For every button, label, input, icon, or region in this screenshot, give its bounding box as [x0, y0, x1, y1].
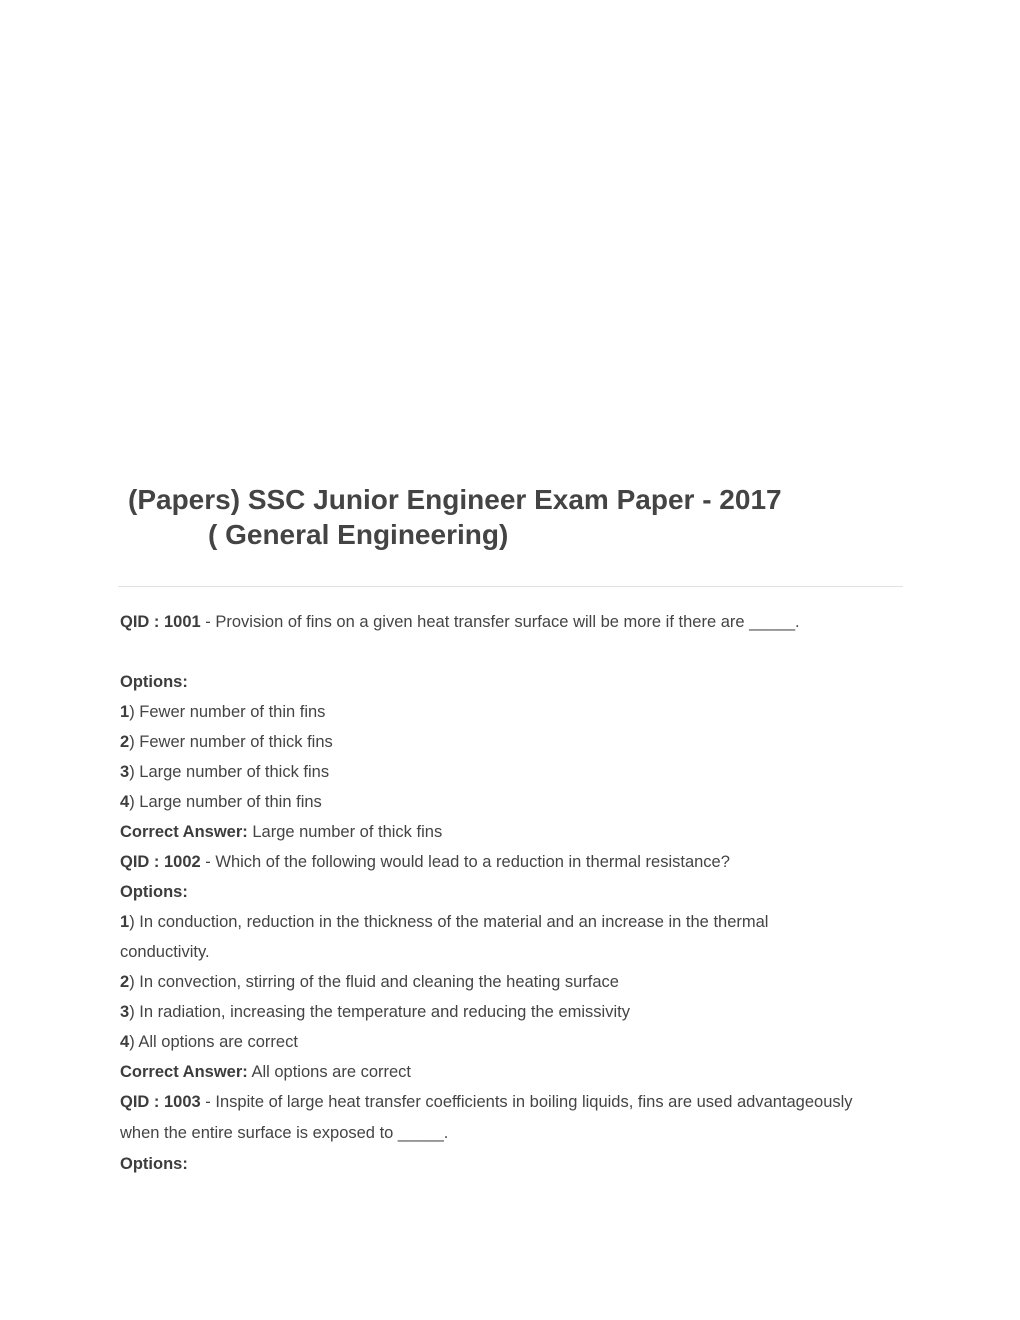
option: 1) In conduction, reduction in the thickness of the material and an increase in the thermal conductivity. — [120, 913, 769, 961]
qid: QID : 1001 — [120, 613, 201, 631]
option: 4) All options are correct — [120, 1033, 298, 1051]
question-1003 — [120, 1087, 855, 1149]
question-text: - Inspite of large heat transfer coefficients in boiling liquids, fins are used advantageously when the entire surface is exposed to _____. — [120, 1093, 853, 1142]
correct-answer: Correct Answer: All options are correct — [120, 1063, 412, 1081]
question-text: - Which of the following would lead to a reduction in thermal resistance? — [200, 853, 730, 871]
options-label: Options: — [120, 673, 188, 691]
options-label: Options: — [120, 1155, 188, 1173]
page-title — [0, 482, 1020, 552]
title-line-1: (Papers) SSC Junior Engineer Exam Paper - 2017 — [128, 484, 782, 515]
question-text: - Provision of fins on a given heat transfer surface will be more if there are _____. — [200, 613, 800, 631]
options-label: Options: — [120, 883, 188, 901]
qid: QID : 1003 — [120, 1093, 201, 1111]
option: 3) Large number of thick fins — [120, 763, 330, 781]
question-1002 — [120, 847, 855, 877]
qid: QID : 1002 — [120, 853, 201, 871]
option: 4) Large number of thin fins — [120, 793, 322, 811]
question-1001 — [120, 607, 855, 637]
option: 2) Fewer number of thick fins — [120, 733, 333, 751]
divider — [118, 586, 903, 587]
option: 3) In radiation, increasing the temperature and reducing the emissivity — [120, 1003, 630, 1021]
title-line-2: ( General Engineering) — [208, 519, 509, 550]
option: 1) Fewer number of thin fins — [120, 703, 326, 721]
question-list — [120, 607, 855, 1179]
correct-answer: Correct Answer: Large number of thick fins — [120, 823, 443, 841]
option: 2) In convection, stirring of the fluid and cleaning the heating surface — [120, 973, 619, 991]
